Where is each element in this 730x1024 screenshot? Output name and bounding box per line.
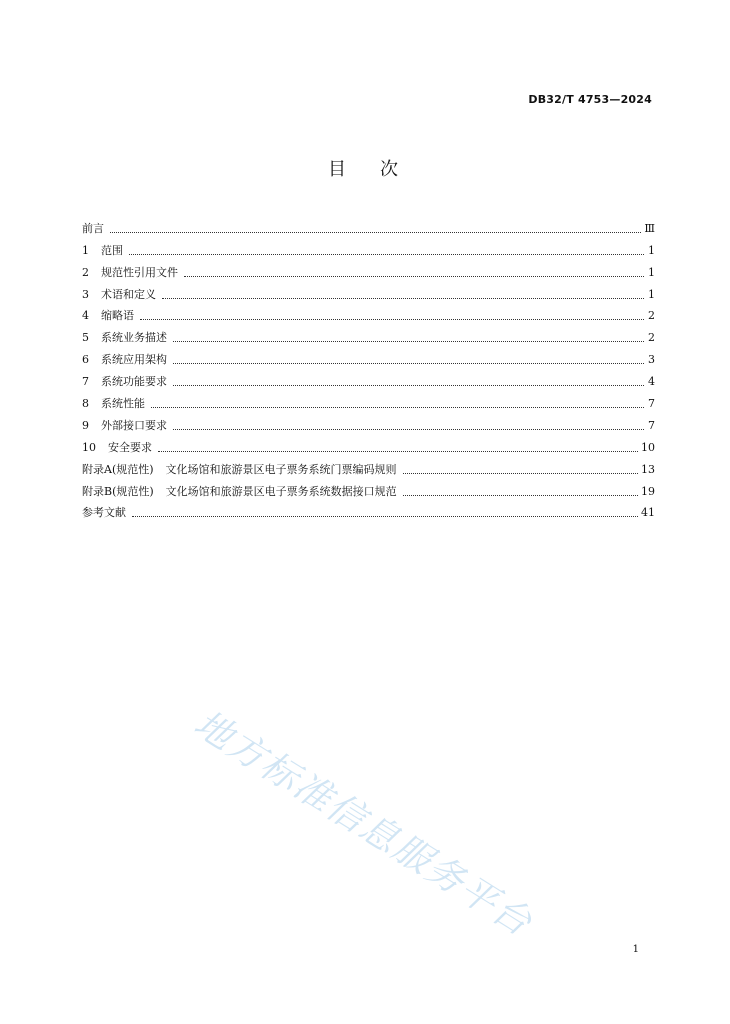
toc-entry-page: 41 <box>641 506 655 520</box>
toc-entry-number: 7 <box>82 375 89 389</box>
toc-entry-number: 8 <box>82 397 89 411</box>
toc-leader-dots <box>403 494 638 496</box>
toc-leader-dots <box>129 253 644 255</box>
toc-leader-dots <box>173 384 644 386</box>
toc-leader-dots <box>184 275 644 277</box>
toc-leader-dots <box>151 406 644 408</box>
toc-entry-7[interactable] <box>82 367 655 389</box>
toc-entry-number: 1 <box>82 243 89 257</box>
toc-entry-label: 范围 <box>101 243 123 257</box>
toc-entry-number: 6 <box>82 353 89 367</box>
toc-entry-page: 2 <box>648 309 655 323</box>
toc-entry-label: 系统应用架构 <box>101 353 167 367</box>
toc-entry-number: 附录A(规范性) <box>82 462 154 476</box>
page-title: 目次 <box>328 159 432 180</box>
toc-entry-10[interactable] <box>82 433 655 455</box>
toc-leader-dots <box>403 472 638 474</box>
toc-entry-2[interactable] <box>82 258 655 280</box>
toc-entry-6[interactable] <box>82 345 655 367</box>
toc-entry-label: 规范性引用文件 <box>101 265 178 279</box>
toc-leader-dots <box>110 231 641 233</box>
toc-entry-page: 1 <box>648 243 655 257</box>
toc-entry-page: 13 <box>641 462 655 476</box>
toc-entry-references[interactable] <box>82 499 655 521</box>
toc-entry-8[interactable] <box>82 389 655 411</box>
document-code: DB32/T 4753—2024 <box>528 93 652 106</box>
toc-entry-1[interactable] <box>82 236 655 258</box>
toc-entry-label: 文化场馆和旅游景区电子票务系统数据接口规范 <box>165 484 397 498</box>
toc-entry-page: 4 <box>648 375 655 389</box>
toc-leader-dots <box>173 362 644 364</box>
toc-leader-dots <box>173 428 644 430</box>
watermark-text: 地方标准信息服务平台 <box>186 701 541 945</box>
toc-entry-5[interactable] <box>82 323 655 345</box>
toc-entry-page: 1 <box>648 287 655 301</box>
toc-entry-page: 10 <box>641 440 655 454</box>
toc-entry-label: 前言 <box>82 221 104 235</box>
toc-entry-number: 3 <box>82 287 89 301</box>
toc-entry-label: 参考文献 <box>82 506 126 520</box>
toc-entry-number: 10 <box>82 440 96 454</box>
toc-entry-number: 4 <box>82 309 89 323</box>
toc-leader-dots <box>158 450 638 452</box>
toc-entry-page: 1 <box>648 265 655 279</box>
toc-entry-page: Ⅲ <box>644 221 655 235</box>
toc-leader-dots <box>140 318 644 320</box>
toc-entry-4[interactable] <box>82 302 655 324</box>
toc-entry-number: 9 <box>82 418 89 432</box>
toc-entry-label: 安全要求 <box>108 440 152 454</box>
toc-leader-dots <box>162 297 644 299</box>
toc-leader-dots <box>173 340 644 342</box>
toc-entry-page: 19 <box>641 484 655 498</box>
toc-entry-appendix-a[interactable] <box>82 455 655 477</box>
toc-entry-number: 5 <box>82 331 89 345</box>
toc-entry-label: 系统性能 <box>101 397 145 411</box>
toc-entry-label: 系统功能要求 <box>101 375 167 389</box>
toc-entry-label: 文化场馆和旅游景区电子票务系统门票编码规则 <box>165 462 397 476</box>
toc-entry-label: 系统业务描述 <box>101 331 167 345</box>
toc-entry-number: 2 <box>82 265 89 279</box>
table-of-contents <box>82 214 655 520</box>
toc-entry-page: 3 <box>648 353 655 367</box>
page-number: 1 <box>632 944 639 955</box>
toc-entry-page: 7 <box>648 397 655 411</box>
toc-entry-page: 7 <box>648 418 655 432</box>
toc-entry-label: 外部接口要求 <box>101 418 167 432</box>
toc-entry-appendix-b[interactable] <box>82 477 655 499</box>
toc-entry-9[interactable] <box>82 411 655 433</box>
toc-entry-label: 缩略语 <box>101 309 134 323</box>
toc-entry-preface[interactable] <box>82 214 655 236</box>
toc-entry-page: 2 <box>648 331 655 345</box>
toc-entry-3[interactable] <box>82 280 655 302</box>
toc-entry-number: 附录B(规范性) <box>82 484 154 498</box>
toc-entry-label: 术语和定义 <box>101 287 156 301</box>
toc-leader-dots <box>132 515 638 517</box>
